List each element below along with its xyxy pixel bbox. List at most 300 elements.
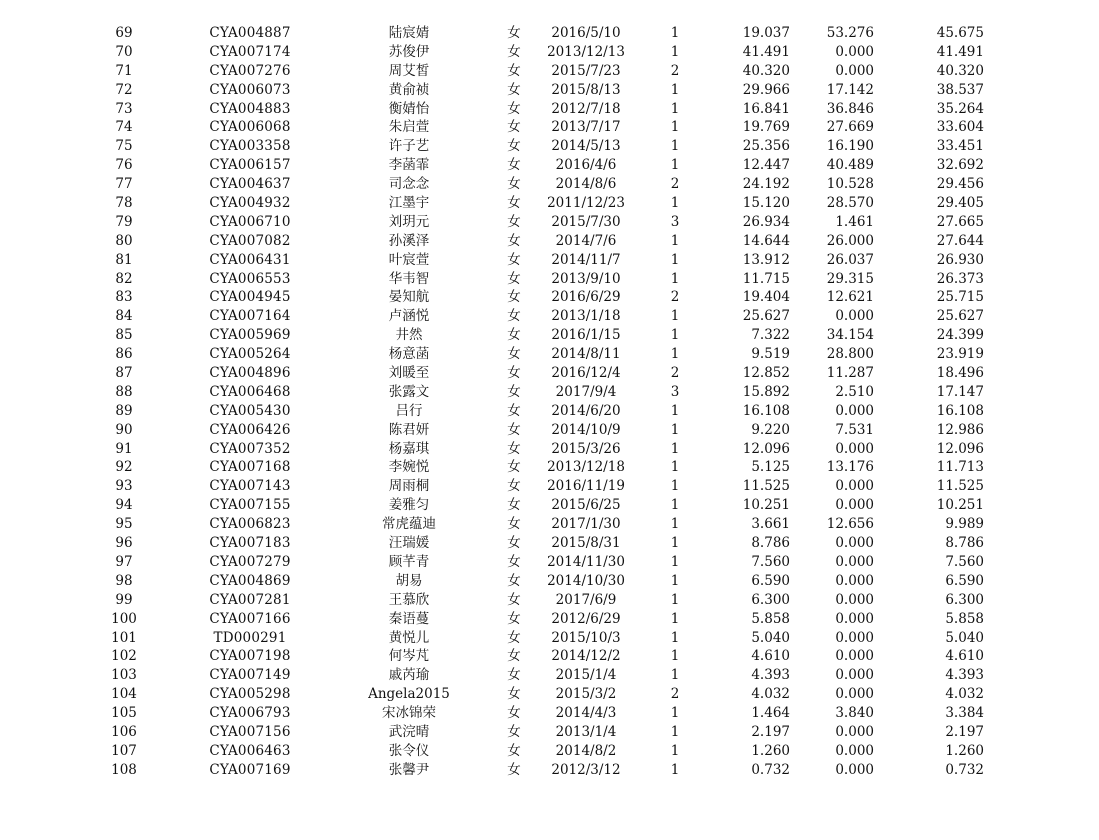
- total-score-cell: 4.610: [945, 648, 984, 665]
- score-2-cell: 3.840: [835, 705, 874, 722]
- gender-cell: 女: [507, 723, 521, 740]
- table-row: [0, 345, 1099, 364]
- gender-cell: 女: [507, 516, 521, 533]
- birth-date-cell: 2015/1/4: [555, 667, 617, 684]
- total-score-cell: 11.525: [936, 478, 984, 495]
- count-cell: 1: [670, 308, 680, 325]
- birth-date-cell: 2016/1/15: [551, 327, 621, 344]
- member-id-cell: CYA006463: [209, 742, 291, 759]
- birth-date-cell: 2014/8/11: [551, 346, 621, 363]
- rank-cell: 83: [115, 289, 133, 306]
- table-row: [0, 742, 1099, 761]
- table-row: [0, 232, 1099, 251]
- count-cell: 1: [670, 497, 680, 514]
- birth-date-cell: 2014/5/13: [551, 138, 621, 155]
- table-row: [0, 610, 1099, 629]
- score-1-cell: 41.491: [742, 43, 790, 60]
- rank-cell: 72: [115, 81, 133, 98]
- gender-cell: 女: [507, 100, 521, 117]
- member-id-cell: CYA007155: [209, 497, 291, 514]
- total-score-cell: 10.251: [936, 497, 984, 514]
- table-row: [0, 496, 1099, 515]
- table-row: [0, 175, 1099, 194]
- name-cell: 杨嘉琪: [388, 440, 430, 457]
- score-1-cell: 13.912: [742, 251, 790, 268]
- rank-cell: 71: [115, 62, 133, 79]
- birth-date-cell: 2013/1/18: [551, 308, 621, 325]
- score-1-cell: 9.220: [751, 421, 790, 438]
- table-row: [0, 515, 1099, 534]
- name-cell: Angela2015: [368, 686, 450, 703]
- birth-date-cell: 2015/7/23: [551, 62, 621, 79]
- rank-cell: 91: [115, 440, 133, 457]
- score-1-cell: 5.858: [751, 610, 790, 627]
- count-cell: 1: [670, 81, 680, 98]
- score-2-cell: 0.000: [835, 497, 874, 514]
- gender-cell: 女: [507, 497, 521, 514]
- member-id-cell: CYA007143: [209, 478, 291, 495]
- member-id-cell: CYA006426: [209, 421, 291, 438]
- score-2-cell: 0.000: [835, 742, 874, 759]
- table-row: [0, 421, 1099, 440]
- name-cell: 姜雅匀: [388, 497, 430, 514]
- count-cell: 1: [670, 610, 680, 627]
- gender-cell: 女: [507, 686, 521, 703]
- gender-cell: 女: [507, 535, 521, 552]
- name-cell: 顾芊青: [388, 553, 430, 570]
- score-1-cell: 12.096: [742, 440, 790, 457]
- name-cell: 李婉悦: [388, 459, 430, 476]
- member-id-cell: CYA007279: [209, 553, 291, 570]
- name-cell: 张馨尹: [388, 761, 430, 778]
- birth-date-cell: 2016/5/10: [551, 25, 621, 41]
- member-id-cell: CYA004883: [209, 100, 291, 117]
- table-row: [0, 288, 1099, 307]
- total-score-cell: 25.627: [936, 308, 984, 325]
- gender-cell: 女: [507, 213, 521, 230]
- count-cell: 1: [670, 251, 680, 268]
- rank-cell: 98: [115, 572, 133, 589]
- birth-date-cell: 2014/11/7: [551, 251, 621, 268]
- score-2-cell: 27.669: [826, 119, 874, 136]
- name-cell: 周艾皙: [388, 62, 430, 79]
- rank-cell: 78: [115, 195, 133, 212]
- table-row: [0, 723, 1099, 742]
- score-1-cell: 16.841: [742, 100, 790, 117]
- count-cell: 1: [670, 667, 680, 684]
- birth-date-cell: 2014/12/2: [551, 648, 621, 665]
- member-id-cell: CYA007198: [209, 648, 291, 665]
- count-cell: 1: [670, 327, 680, 344]
- table-row: [0, 194, 1099, 213]
- table-row: [0, 440, 1099, 459]
- birth-date-cell: 2016/11/19: [547, 478, 625, 495]
- score-1-cell: 26.934: [742, 213, 790, 230]
- rank-cell: 105: [111, 705, 137, 722]
- score-1-cell: 19.769: [742, 119, 790, 136]
- member-id-cell: CYA007156: [209, 723, 291, 740]
- birth-date-cell: 2014/11/30: [547, 553, 625, 570]
- birth-date-cell: 2013/7/17: [551, 119, 621, 136]
- member-id-cell: CYA006073: [209, 81, 291, 98]
- rank-cell: 86: [115, 346, 133, 363]
- count-cell: 2: [670, 176, 680, 193]
- gender-cell: 女: [507, 81, 521, 98]
- count-cell: 1: [670, 478, 680, 495]
- name-cell: 叶宸萱: [388, 251, 430, 268]
- score-1-cell: 15.892: [742, 383, 790, 400]
- rank-cell: 77: [115, 176, 133, 193]
- total-score-cell: 12.096: [936, 440, 984, 457]
- table-row: [0, 100, 1099, 119]
- score-2-cell: 34.154: [826, 327, 874, 344]
- member-id-cell: CYA004896: [209, 365, 291, 382]
- rank-cell: 70: [115, 43, 133, 60]
- name-cell: 张令仪: [388, 742, 430, 759]
- member-id-cell: CYA003358: [209, 138, 291, 155]
- table-row: [0, 137, 1099, 156]
- member-id-cell: CYA007183: [209, 535, 291, 552]
- score-1-cell: 5.040: [751, 629, 790, 646]
- table-row: [0, 307, 1099, 326]
- rank-cell: 75: [115, 138, 133, 155]
- birth-date-cell: 2017/6/9: [555, 591, 617, 608]
- total-score-cell: 29.405: [936, 195, 984, 212]
- rank-cell: 106: [111, 723, 137, 740]
- member-id-cell: CYA007168: [209, 459, 291, 476]
- total-score-cell: 4.032: [945, 686, 984, 703]
- count-cell: 1: [670, 195, 680, 212]
- score-1-cell: 25.627: [742, 308, 790, 325]
- score-2-cell: 53.276: [826, 25, 874, 41]
- score-2-cell: 2.510: [835, 383, 874, 400]
- name-cell: 刘暖至: [388, 365, 430, 382]
- table-row: [0, 761, 1099, 780]
- gender-cell: 女: [507, 705, 521, 722]
- birth-date-cell: 2017/9/4: [555, 383, 617, 400]
- table-row: [0, 458, 1099, 477]
- member-id-cell: CYA006553: [209, 270, 291, 287]
- total-score-cell: 41.491: [936, 43, 984, 60]
- table-row: [0, 81, 1099, 100]
- birth-date-cell: 2016/6/29: [551, 289, 621, 306]
- score-1-cell: 7.560: [751, 553, 790, 570]
- score-1-cell: 8.786: [751, 535, 790, 552]
- rank-cell: 84: [115, 308, 133, 325]
- table-row: [0, 326, 1099, 345]
- table-row: [0, 270, 1099, 289]
- score-1-cell: 10.251: [742, 497, 790, 514]
- score-2-cell: 1.461: [835, 213, 874, 230]
- count-cell: 1: [670, 742, 680, 759]
- count-cell: 1: [670, 591, 680, 608]
- name-cell: 武浣晴: [388, 723, 430, 740]
- table-row: [0, 553, 1099, 572]
- member-id-cell: CYA005264: [209, 346, 291, 363]
- table-row: [0, 24, 1099, 43]
- gender-cell: 女: [507, 648, 521, 665]
- total-score-cell: 5.858: [945, 610, 984, 627]
- count-cell: 1: [670, 157, 680, 174]
- score-1-cell: 19.037: [742, 25, 790, 41]
- gender-cell: 女: [507, 346, 521, 363]
- name-cell: 汪瑞媛: [388, 535, 430, 552]
- table-row: [0, 666, 1099, 685]
- score-2-cell: 0.000: [835, 572, 874, 589]
- gender-cell: 女: [507, 629, 521, 646]
- score-2-cell: 0.000: [835, 43, 874, 60]
- score-2-cell: 16.190: [826, 138, 874, 155]
- member-id-cell: CYA004637: [209, 176, 291, 193]
- score-1-cell: 29.966: [742, 81, 790, 98]
- score-1-cell: 16.108: [742, 402, 790, 419]
- score-2-cell: 26.000: [826, 232, 874, 249]
- birth-date-cell: 2017/1/30: [551, 516, 621, 533]
- score-2-cell: 12.621: [826, 289, 874, 306]
- count-cell: 2: [670, 686, 680, 703]
- total-score-cell: 25.715: [936, 289, 984, 306]
- member-id-cell: CYA007352: [209, 440, 291, 457]
- count-cell: 2: [670, 289, 680, 306]
- total-score-cell: 16.108: [936, 402, 984, 419]
- member-id-cell: CYA007082: [209, 232, 291, 249]
- count-cell: 1: [670, 705, 680, 722]
- count-cell: 1: [670, 648, 680, 665]
- member-id-cell: CYA006431: [209, 251, 291, 268]
- table-row: [0, 704, 1099, 723]
- score-1-cell: 15.120: [742, 195, 790, 212]
- count-cell: 1: [670, 629, 680, 646]
- score-2-cell: 40.489: [826, 157, 874, 174]
- total-score-cell: 18.496: [936, 365, 984, 382]
- total-score-cell: 4.393: [945, 667, 984, 684]
- total-score-cell: 27.644: [936, 232, 984, 249]
- total-score-cell: 12.986: [936, 421, 984, 438]
- rank-cell: 107: [111, 742, 137, 759]
- gender-cell: 女: [507, 761, 521, 778]
- score-1-cell: 24.192: [742, 176, 790, 193]
- count-cell: 1: [670, 572, 680, 589]
- table-row: [0, 572, 1099, 591]
- name-cell: 周雨桐: [388, 478, 430, 495]
- count-cell: 1: [670, 516, 680, 533]
- total-score-cell: 35.264: [936, 100, 984, 117]
- count-cell: 1: [670, 440, 680, 457]
- score-1-cell: 6.590: [751, 572, 790, 589]
- table-body: [0, 24, 1099, 780]
- member-id-cell: CYA004869: [209, 572, 291, 589]
- birth-date-cell: 2015/8/13: [551, 81, 621, 98]
- total-score-cell: 33.604: [936, 119, 984, 136]
- ranking-table: [0, 24, 1099, 780]
- gender-cell: 女: [507, 421, 521, 438]
- score-2-cell: 0.000: [835, 686, 874, 703]
- rank-cell: 89: [115, 402, 133, 419]
- score-2-cell: 0.000: [835, 402, 874, 419]
- name-cell: 戚芮瑜: [388, 667, 430, 684]
- gender-cell: 女: [507, 195, 521, 212]
- name-cell: 常虎蕴迪: [382, 516, 436, 533]
- birth-date-cell: 2013/1/4: [555, 723, 617, 740]
- name-cell: 黄悦儿: [388, 629, 430, 646]
- total-score-cell: 3.384: [945, 705, 984, 722]
- table-row: [0, 629, 1099, 648]
- gender-cell: 女: [507, 232, 521, 249]
- birth-date-cell: 2015/6/25: [551, 497, 621, 514]
- score-1-cell: 11.715: [742, 270, 790, 287]
- score-2-cell: 0.000: [835, 62, 874, 79]
- rank-cell: 97: [115, 553, 133, 570]
- gender-cell: 女: [507, 383, 521, 400]
- name-cell: 晏知航: [388, 289, 430, 306]
- name-cell: 张露文: [388, 383, 430, 400]
- gender-cell: 女: [507, 402, 521, 419]
- member-id-cell: CYA005298: [209, 686, 291, 703]
- table-row: [0, 477, 1099, 496]
- birth-date-cell: 2015/3/26: [551, 440, 621, 457]
- birth-date-cell: 2014/8/6: [555, 176, 617, 193]
- total-score-cell: 6.590: [945, 572, 984, 589]
- birth-date-cell: 2015/10/3: [551, 629, 621, 646]
- birth-date-cell: 2013/12/13: [547, 43, 625, 60]
- score-2-cell: 12.656: [826, 516, 874, 533]
- score-2-cell: 13.176: [826, 459, 874, 476]
- name-cell: 朱启萱: [388, 119, 430, 136]
- gender-cell: 女: [507, 43, 521, 60]
- table-row: [0, 62, 1099, 81]
- score-1-cell: 40.320: [742, 62, 790, 79]
- name-cell: 胡易: [395, 572, 423, 589]
- name-cell: 杨意菡: [388, 346, 430, 363]
- score-2-cell: 26.037: [826, 251, 874, 268]
- score-2-cell: 28.800: [826, 346, 874, 363]
- member-id-cell: CYA006157: [209, 157, 291, 174]
- member-id-cell: CYA006710: [209, 213, 291, 230]
- total-score-cell: 26.930: [936, 251, 984, 268]
- birth-date-cell: 2014/6/20: [551, 402, 621, 419]
- count-cell: 1: [670, 270, 680, 287]
- birth-date-cell: 2014/4/3: [555, 705, 617, 722]
- birth-date-cell: 2014/10/9: [551, 421, 621, 438]
- total-score-cell: 9.989: [945, 516, 984, 533]
- gender-cell: 女: [507, 667, 521, 684]
- total-score-cell: 1.260: [945, 742, 984, 759]
- member-id-cell: CYA004945: [209, 289, 291, 306]
- gender-cell: 女: [507, 119, 521, 136]
- member-id-cell: CYA006068: [209, 119, 291, 136]
- rank-cell: 69: [115, 25, 133, 41]
- total-score-cell: 2.197: [945, 723, 984, 740]
- member-id-cell: CYA006468: [209, 383, 291, 400]
- score-2-cell: 0.000: [835, 629, 874, 646]
- score-1-cell: 3.661: [751, 516, 790, 533]
- count-cell: 2: [670, 365, 680, 382]
- name-cell: 苏俊伊: [388, 43, 430, 60]
- member-id-cell: CYA007276: [209, 62, 291, 79]
- count-cell: 1: [670, 138, 680, 155]
- score-2-cell: 0.000: [835, 591, 874, 608]
- table-row: [0, 591, 1099, 610]
- rank-cell: 101: [111, 629, 137, 646]
- score-1-cell: 9.519: [751, 346, 790, 363]
- score-2-cell: 28.570: [826, 195, 874, 212]
- gender-cell: 女: [507, 459, 521, 476]
- rank-cell: 79: [115, 213, 133, 230]
- birth-date-cell: 2011/12/23: [547, 195, 625, 212]
- member-id-cell: CYA006793: [209, 705, 291, 722]
- member-id-cell: CYA007281: [209, 591, 291, 608]
- total-score-cell: 45.675: [936, 25, 984, 41]
- count-cell: 1: [670, 761, 680, 778]
- member-id-cell: CYA007174: [209, 43, 291, 60]
- score-1-cell: 2.197: [751, 723, 790, 740]
- rank-cell: 102: [111, 648, 137, 665]
- table-row: [0, 43, 1099, 62]
- member-id-cell: CYA007166: [209, 610, 291, 627]
- gender-cell: 女: [507, 138, 521, 155]
- birth-date-cell: 2015/8/31: [551, 535, 621, 552]
- score-1-cell: 25.356: [742, 138, 790, 155]
- count-cell: 3: [670, 213, 680, 230]
- rank-cell: 96: [115, 535, 133, 552]
- score-2-cell: 0.000: [835, 723, 874, 740]
- table-row: [0, 383, 1099, 402]
- score-1-cell: 19.404: [742, 289, 790, 306]
- rank-cell: 94: [115, 497, 133, 514]
- score-1-cell: 14.644: [742, 232, 790, 249]
- score-2-cell: 0.000: [835, 761, 874, 778]
- score-1-cell: 6.300: [751, 591, 790, 608]
- member-id-cell: CYA007169: [209, 761, 291, 778]
- rank-cell: 73: [115, 100, 133, 117]
- score-1-cell: 12.852: [742, 365, 790, 382]
- score-2-cell: 7.531: [835, 421, 874, 438]
- gender-cell: 女: [507, 610, 521, 627]
- gender-cell: 女: [507, 289, 521, 306]
- score-2-cell: 29.315: [826, 270, 874, 287]
- total-score-cell: 24.399: [936, 327, 984, 344]
- score-1-cell: 1.260: [751, 742, 790, 759]
- score-2-cell: 0.000: [835, 535, 874, 552]
- count-cell: 1: [670, 535, 680, 552]
- birth-date-cell: 2012/3/12: [551, 761, 621, 778]
- table-row: [0, 364, 1099, 383]
- rank-cell: 82: [115, 270, 133, 287]
- count-cell: 1: [670, 25, 680, 41]
- total-score-cell: 0.732: [945, 761, 984, 778]
- birth-date-cell: 2014/8/2: [555, 742, 617, 759]
- gender-cell: 女: [507, 478, 521, 495]
- score-2-cell: 0.000: [835, 478, 874, 495]
- birth-date-cell: 2013/9/10: [551, 270, 621, 287]
- member-id-cell: CYA004932: [209, 195, 291, 212]
- score-1-cell: 7.322: [751, 327, 790, 344]
- count-cell: 1: [670, 346, 680, 363]
- table-row: [0, 118, 1099, 137]
- total-score-cell: 8.786: [945, 535, 984, 552]
- count-cell: 1: [670, 723, 680, 740]
- count-cell: 1: [670, 119, 680, 136]
- count-cell: 1: [670, 232, 680, 249]
- birth-date-cell: 2014/7/6: [555, 232, 617, 249]
- table-row: [0, 685, 1099, 704]
- total-score-cell: 6.300: [945, 591, 984, 608]
- rank-cell: 108: [111, 761, 137, 778]
- score-2-cell: 11.287: [826, 365, 874, 382]
- rank-cell: 87: [115, 365, 133, 382]
- score-1-cell: 4.393: [751, 667, 790, 684]
- gender-cell: 女: [507, 308, 521, 325]
